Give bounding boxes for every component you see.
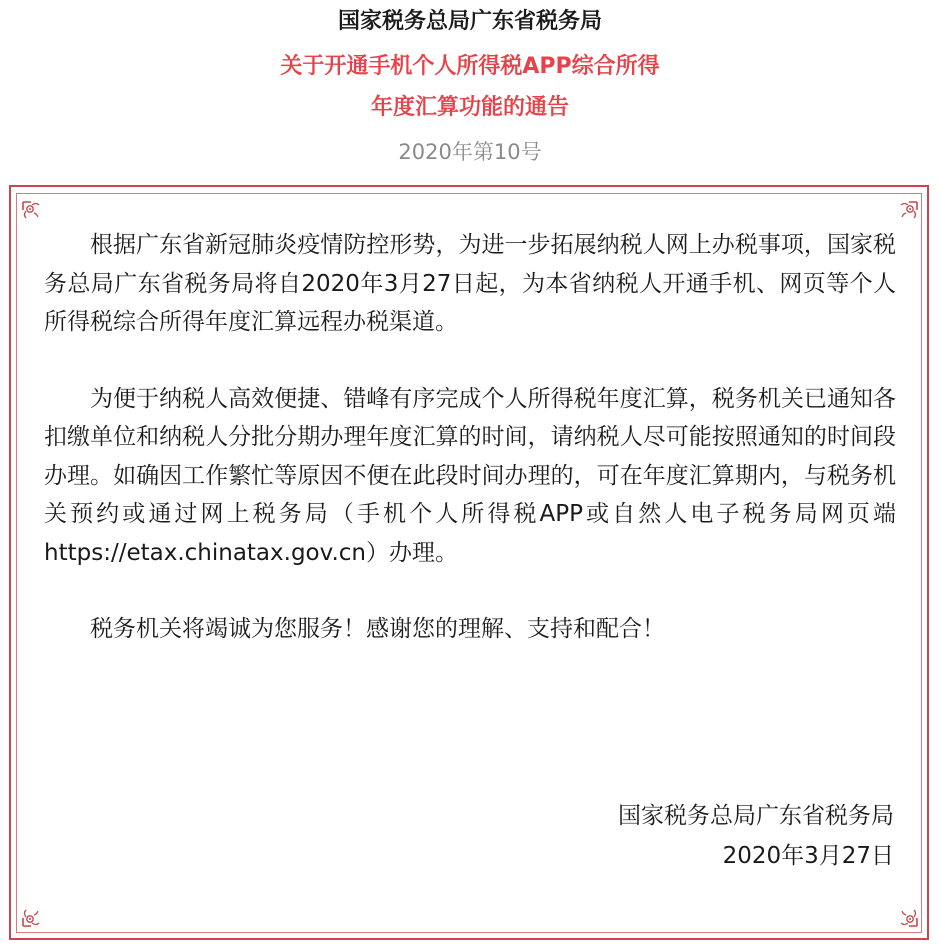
body-paragraph-3: 税务机关将竭诚为您服务！感谢您的理解、支持和配合！ [90, 616, 665, 642]
body-paragraph-2: 为便于纳税人高效便捷、错峰有序完成个人所得税年度汇算，税务机关已通知各扣缴单位和纳税人分批分期办理年度汇算的时间，请纳税人尽可能按照通知的时间段办理。如确因工作繁忙等原因不便在此段时间办理的，可在年度汇算期内，与税务机关预约或通过网上税务局（手机个人所得税APP或自然人电子税务局网页端https://etax.chinatax.gov.cn）办理。 [44, 385, 896, 566]
floral-corner-icon [898, 199, 920, 221]
floral-corner-icon [20, 907, 42, 929]
notice-title-line-2: 年度汇算功能的通告 [370, 95, 569, 120]
floral-corner-icon [898, 907, 920, 929]
body-paragraph-1: 根据广东省新冠肺炎疫情防控形势，为进一步拓展纳税人网上办税事项，国家税务总局广东省税务局将自2020年3月27日起，为本省纳税人开通手机、网页等个人所得税综合所得年度汇算远程办税渠道。 [44, 232, 896, 335]
signature-block [618, 796, 894, 876]
document-number: 2020年第10号 [398, 140, 542, 164]
signature-issuer: 国家税务总局广东省税务局 [618, 803, 894, 829]
notice-title-line-1: 关于开通手机个人所得税APP综合所得 [280, 54, 660, 79]
notice-body [44, 226, 896, 649]
signature-date: 2020年3月27日 [722, 843, 894, 869]
floral-corner-icon [20, 199, 42, 221]
issuing-agency: 国家税务总局广东省税务局 [337, 9, 602, 34]
